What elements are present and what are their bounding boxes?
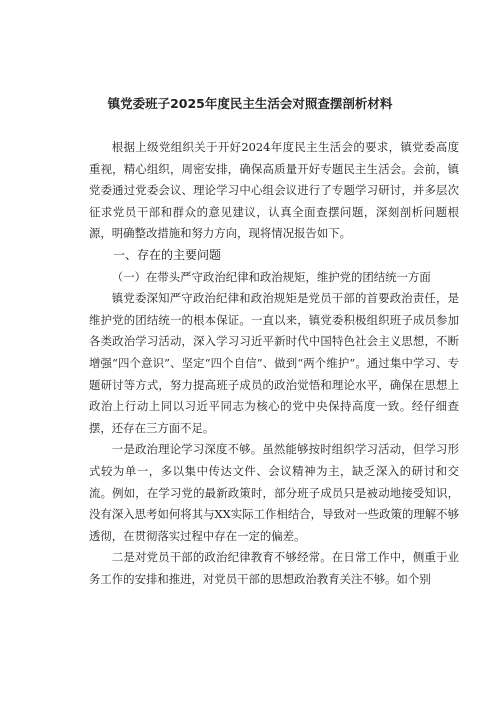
body-paragraph-1: 镇党委深知严守政治纪律和政治规矩是党员干部的首要政治责任，是维护党的团结统一的根本保证。一直以来，镇党委积极组织班子成员参加各类政治学习活动，深入学习习近平新时代中国特色社会主义思想，不断增强“四个意识”、坚定“四个自信”、做到“两个维护”。通过集中学习、专题研讨等方式，努力提高班子成员的政治觉悟和理论水平，确保在思想上政治上行动上同以习近平同志为核心的党中央保持高度一致。经仔细查摆，还存在三方面不足。	[89, 291, 459, 435]
intro-paragraph: 根据上级党组织关于开好2024年度民主生活会的要求，镇党委高度重视，精心组织，周密安排，确保高质量开好专题民主生活会。会前，镇党委通过党委会议、理论学习中心组会议进行了专题学习研讨，并多层次征求党员干部和群众的意见建议，认真全面查摆问题，深刻剖析问题根源，明确整改措施和努力方向，现将情况报告如下。	[89, 140, 459, 241]
body-paragraph-2: 一是政治理论学习深度不够。虽然能够按时组织学习活动，但学习形式较为单一，多以集中传达文件、会议精神为主，缺乏深入的研讨和交流。例如，在学习党的最新政策时，部分班子成员只是被动地接受知识，没有深入思考如何将其与XX实际工作相结合，导致对一些政策的理解不够透彻，在贯彻落实过程中存在一定的偏差。	[89, 442, 459, 543]
document-body	[89, 137, 459, 590]
document-title: 镇党委班子2025年度民主生活会对照查摆剖析材料	[107, 96, 393, 111]
section-heading-problems: 一、存在的主要问题	[113, 247, 222, 262]
subsection-heading-political-discipline: （一）在带头严守政治纪律和政治规矩，维护党的团结统一方面	[111, 269, 431, 284]
body-paragraph-3: 二是对党员干部的政治纪律教育不够经常。在日常工作中，侧重于业务工作的安排和推进，对党员干部的思想政治教育关注不够。如个别	[89, 550, 459, 586]
